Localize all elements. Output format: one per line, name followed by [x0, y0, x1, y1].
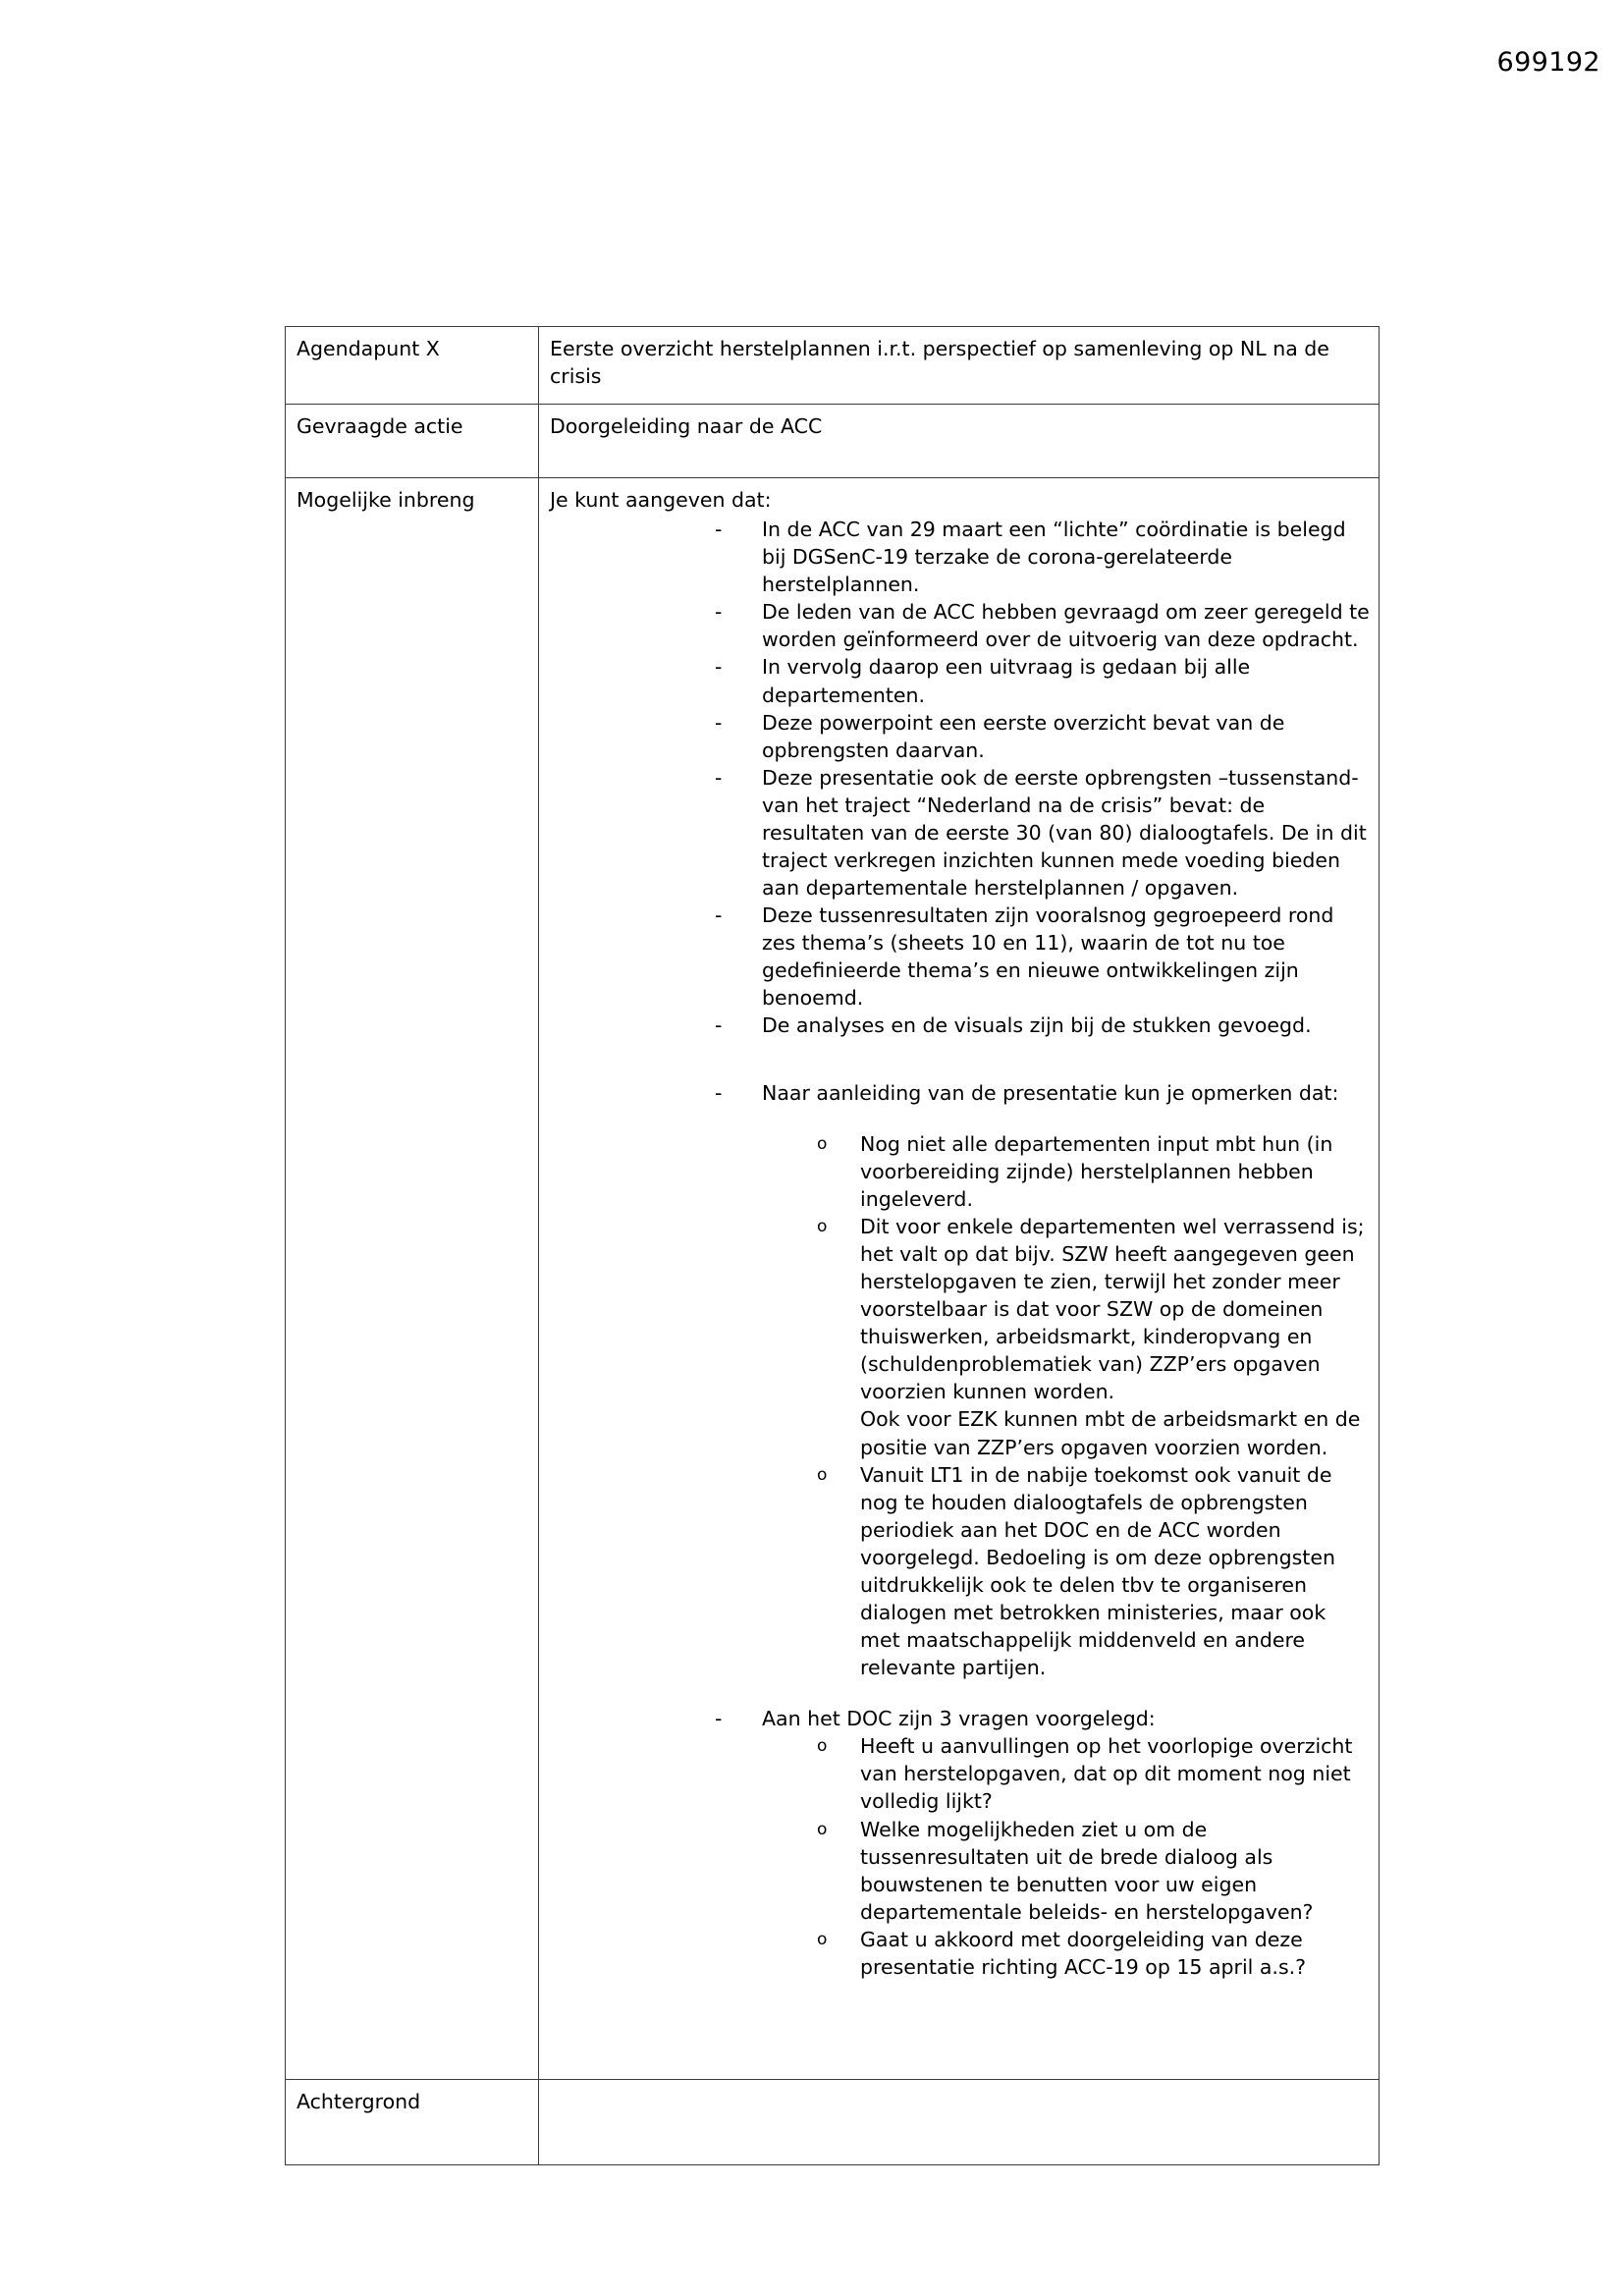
circle-marker: o — [817, 1819, 828, 1839]
sub-item — [817, 1926, 1370, 1981]
bullet-item — [715, 598, 1370, 653]
sub-item — [817, 1130, 1370, 1213]
bullet-item — [715, 1705, 1370, 1732]
inbreng-intro: Je kunt aangeven dat: — [550, 488, 772, 512]
sub-item — [817, 1816, 1370, 1926]
row-content-achtergrond — [539, 2079, 1380, 2164]
circle-marker: o — [817, 1464, 828, 1485]
remarks-list — [550, 1079, 1370, 1107]
cell-tail-space — [550, 1981, 1370, 2071]
bullet-text: De leden van de ACC hebben gevraagd om zeer geregeld te worden geïnformeerd over de uitvoerig van deze opdracht. — [762, 600, 1370, 652]
bullet-text: In vervolg daarop een uitvraag is gedaan bij alle departementen. — [762, 655, 1251, 707]
dash-marker: - — [715, 710, 723, 735]
dash-marker: - — [715, 765, 723, 790]
bullet-item — [715, 516, 1370, 598]
table-row-mogelijke-inbreng — [286, 478, 1380, 2080]
label-text: Achtergrond — [297, 2089, 421, 2113]
row-content-mogelijke-inbreng — [539, 478, 1380, 2080]
dash-marker: - — [715, 655, 723, 680]
inbreng-bullet-list — [550, 516, 1370, 1039]
remark-continuation-text: Ook voor EZK kunnen mbt de arbeidsmarkt en de positie van ZZP’ers opgaven voorzien worden. — [860, 1407, 1361, 1459]
bullet-item — [715, 764, 1370, 902]
row-content-gevraagde-actie — [539, 405, 1380, 478]
table-row-achtergrond — [286, 2079, 1380, 2164]
bullet-item — [715, 653, 1370, 708]
sub-item-text: Vanuit LT1 in de nabije toekomst ook vanuit de nog te houden dialoogtafels de opbrengsten periodiek aan het DOC en de ACC worden voorgelegd. Bedoeling is om deze opbrengsten uitdrukkelijk ook te delen tbv te organiseren dialogen met betrokken ministeries, maar ook met maatschappelijk middenveld en andere relevante partijen. — [860, 1462, 1335, 1680]
label-text: Mogelijke inbreng — [297, 488, 475, 512]
bullet-item — [715, 1011, 1370, 1039]
remark-sub-list-cont — [550, 1461, 1370, 1682]
bullet-item — [715, 1079, 1370, 1107]
circle-marker: o — [817, 1929, 828, 1949]
circle-marker: o — [817, 1216, 828, 1236]
bullet-text: Deze powerpoint een eerste overzicht bevat van de opbrengsten daarvan. — [762, 710, 1285, 762]
remark-heading: Naar aanleiding van de presentatie kun je opmerken dat: — [762, 1080, 1339, 1105]
content-text: Doorgeleiding naar de ACC — [550, 414, 823, 438]
questions-list — [550, 1732, 1370, 1981]
agenda-table — [285, 326, 1380, 2165]
dash-marker: - — [715, 1013, 723, 1038]
content-text: Eerste overzicht herstelplannen i.r.t. perspectief op samenleving op NL na de crisis — [550, 337, 1329, 389]
bullet-text: Deze presentatie ook de eerste opbrengsten –tussenstand- van het traject “Nederland na de crisis” bevat: de resultaten van de eerste 30 (van 80) dialoogtafels. De in dit traject verkregen inzichten kunnen mede voeding bieden aan departementale herstelplannen / opgaven. — [762, 765, 1367, 901]
dash-marker: - — [715, 1080, 723, 1105]
row-label-mogelijke-inbreng — [286, 478, 539, 2080]
remark-sub-list — [550, 1130, 1370, 1406]
sub-item — [817, 1213, 1370, 1406]
dash-marker: - — [715, 518, 723, 542]
circle-marker: o — [817, 1736, 828, 1757]
bullet-text: De analyses en de visuals zijn bij de stukken gevoegd. — [762, 1013, 1312, 1038]
label-text: Agendapunt X — [297, 337, 440, 360]
bullet-item — [715, 902, 1370, 1011]
bullet-text: In de ACC van 29 maart een “lichte” coördinatie is belegd bij DGSenC-19 terzake de corona-gerelateerde herstelplannen. — [762, 518, 1346, 597]
table-row-gevraagde-actie — [286, 405, 1380, 478]
questions-heading: Aan het DOC zijn 3 vragen voorgelegd: — [762, 1707, 1156, 1731]
sub-item-text: Nog niet alle departementen input mbt hun (in voorbereiding zijnde) herstelplannen hebben ingeleverd. — [860, 1131, 1333, 1211]
bullet-item — [715, 709, 1370, 764]
questions-spacer — [550, 1681, 1370, 1705]
subsection-spacer — [550, 1107, 1370, 1130]
bullet-text: Deze tussenresultaten zijn vooralsnog gegroepeerd rond zes thema’s (sheets 10 en 11), waarin de tot nu toe gedefinieerde thema’s en nieuwe ontwikkelingen zijn benoemd. — [762, 903, 1334, 1011]
sub-item — [817, 1461, 1370, 1682]
label-text: Gevraagde actie — [297, 414, 463, 438]
dash-marker: - — [715, 903, 723, 928]
sub-item — [817, 1732, 1370, 1815]
row-label-gevraagde-actie — [286, 405, 539, 478]
section-spacer — [550, 1040, 1370, 1079]
question-text: Heeft u aanvullingen op het voorlopige overzicht van herstelopgaven, dat op dit moment nog niet volledig lijkt? — [860, 1734, 1353, 1814]
question-text: Gaat u akkoord met doorgeleiding van deze presentatie richting ACC-19 op 15 april a.s.? — [860, 1927, 1307, 1979]
row-content-agendapunt — [539, 327, 1380, 405]
row-label-agendapunt — [286, 327, 539, 405]
row-label-achtergrond — [286, 2079, 539, 2164]
dash-marker: - — [715, 600, 723, 625]
questions-heading-list — [550, 1705, 1370, 1732]
dash-marker: - — [715, 1707, 723, 1731]
table-row-agendapunt — [286, 327, 1380, 405]
sub-item-text: Dit voor enkele departementen wel verrassend is; het valt op dat bijv. SZW heeft aangegeven geen herstelopgaven te zien, terwijl het zonder meer voorstelbaar is dat voor SZW op de domeinen thuiswerken, arbeidsmarkt, kinderopvang en (schuldenproblematiek van) ZZP’ers opgaven voorzien kunnen worden. — [860, 1214, 1365, 1404]
circle-marker: o — [817, 1133, 828, 1154]
document-number: 699192 — [1496, 47, 1600, 78]
question-text: Welke mogelijkheden ziet u om de tussenresultaten uit de brede dialoog als bouwstenen te benutten voor uw eigen departementale beleids- en herstelopgaven? — [860, 1817, 1314, 1924]
